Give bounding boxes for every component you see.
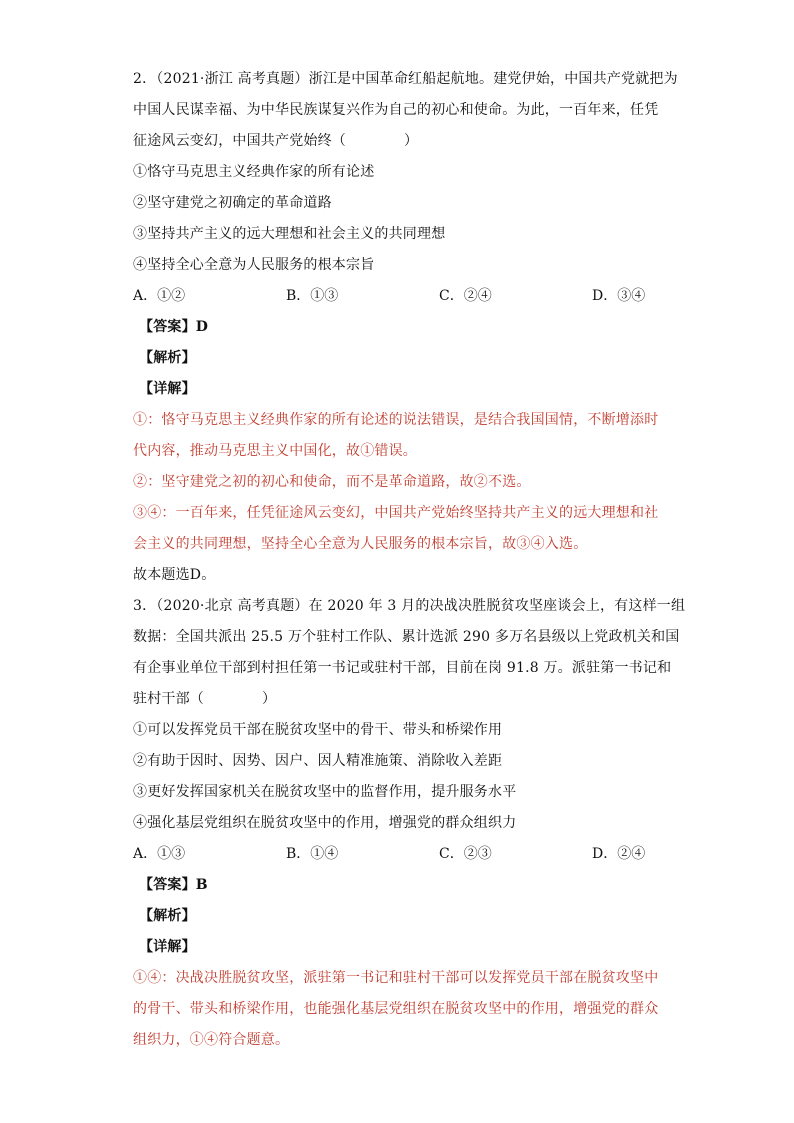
q3-option-d: D．②④ [592,846,646,862]
q2-stem-line-3 [133,126,663,157]
q2-stem-line-2: 中国人民谋幸福、为中华民族谋复兴作为自己的初心和使命。为此，一百年来，任凭 [133,102,659,118]
q2-detail-line-4: ③④：一百年来，任凭征途风云变幻，中国共产党始终坚持共产主义的远大理想和社 [133,505,659,521]
q3-answer: 【答案】B [139,877,208,893]
q2-detail-line-5: 会主义的共同理想，坚持全心全意为人民服务的根本宗旨，故③④入选。 [133,536,588,552]
question-2 [133,64,678,591]
q2-statement-4: ④坚持全心全意为人民服务的根本宗旨 [133,257,375,273]
q3-option-a: A．①③ [133,846,186,862]
q3-options [133,839,663,870]
q2-detail-line-1: ①：恪守马克思主义经典作家的所有论述的说法错误，是结合我国国情，不断增添时 [133,412,659,428]
q3-analysis-heading: 【解析】 [139,908,196,924]
q2-conclusion: 故本题选D。 [133,567,216,583]
q3-detail-line-1: ①④：决战决胜脱贫攻坚，派驻第一书记和驻村干部可以发挥党员干部在脱贫攻坚中 [133,970,659,986]
q2-stem-close: ） [404,133,419,149]
q2-detail-heading: 【详解】 [139,381,196,397]
q2-stem-line-1: 2．（2021·浙江 高考真题）浙江是中国革命红船起航地。建党伊始，中国共产党就把为 [133,71,678,87]
q3-detail-line-3: 组织力，①④符合题意。 [133,1032,290,1048]
q3-statement-1: ①可以发挥党员干部在脱贫攻坚中的骨干、带头和桥梁作用 [133,722,503,738]
q3-option-b: B．①④ [286,846,339,862]
q2-detail-line-2: 代内容，推动马克思主义中国化，故①错误。 [133,443,417,459]
q3-option-c: C．②③ [439,846,492,862]
q2-option-a: A．①② [133,288,186,304]
q3-statement-3: ③更好发挥国家机关在脱贫攻坚中的监督作用，提升服务水平 [133,784,517,800]
q3-statement-2: ②有助于因时、因势、因户、因人精准施策、消除收入差距 [133,753,503,769]
q3-stem-line-4 [133,684,663,715]
q2-options [133,281,663,312]
q2-option-d: D．③④ [592,288,646,304]
q3-stem-close: ） [262,691,277,707]
q2-option-c: C．②④ [439,288,492,304]
q3-detail-heading: 【详解】 [139,939,196,955]
q2-option-b: B．①③ [286,288,339,304]
q3-stem-line-2: 数据：全国共派出 25.5 万个驻村工作队、累计选派 290 多万名县级以上党政机关和国 [133,629,680,645]
q3-stem-text: 驻村干部（ [133,691,204,707]
q3-detail-line-2: 的骨干、带头和桥梁作用，也能强化基层党组织在脱贫攻坚中的作用，增强党的群众 [133,1001,659,1017]
q2-statement-3: ③坚持共产主义的远大理想和社会主义的共同理想 [133,226,446,242]
q2-answer: 【答案】D [139,319,209,335]
q3-stem-line-1: 3．（2020·北京 高考真题）在 2020 年 3 月的决战决胜脱贫攻坚座谈会上，有这样一组 [133,598,686,614]
q2-statement-1: ①恪守马克思主义经典作家的所有论述 [133,164,375,180]
q3-stem-line-3: 有企事业单位干部到村担任第一书记或驻村干部，目前在岗 91.8 万。派驻第一书记和 [133,660,672,676]
q2-stem-text: 征途风云变幻，中国共产党始终（ [133,133,346,149]
q2-detail-line-3: ②：坚守建党之初的初心和使命，而不是革命道路，故②不选。 [133,474,531,490]
question-3 [133,591,686,1056]
q3-statement-4: ④强化基层党组织在脱贫攻坚中的作用，增强党的群众组织力 [133,815,517,831]
document-page [133,64,686,1056]
q2-analysis-heading: 【解析】 [139,350,196,366]
q2-statement-2: ②坚守建党之初确定的革命道路 [133,195,332,211]
